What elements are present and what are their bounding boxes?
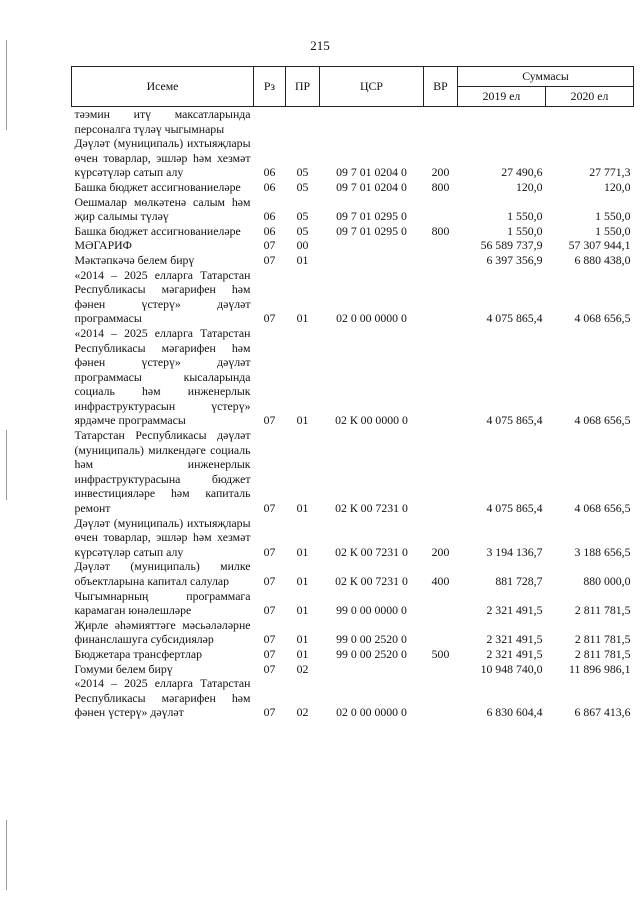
cell-a2020 <box>546 107 634 137</box>
cell-name: Мәктәпкәчә белем бирү <box>74 252 195 267</box>
col-header-vr: ВР <box>424 67 458 107</box>
table-row <box>72 136 634 180</box>
cell-pr: 01 <box>296 632 309 647</box>
cell-name: «2014 – 2025 елларга Татарстан Республикасы мәгарифен һәм фәнен үстерү» дәүләт программасы кысаларында социаль һәм инженерлык инфраструктурасын үстерү» ярдәмче программасы <box>74 325 251 428</box>
table-row <box>72 662 634 677</box>
cell-rz: 07 <box>263 311 276 326</box>
cell-vr <box>424 326 458 428</box>
cell-pr: 05 <box>296 179 309 194</box>
cell-pr: 01 <box>296 311 309 326</box>
cell-vr <box>424 428 458 516</box>
cell-pr: 02 <box>296 661 309 676</box>
cell-a2019: 2 321 491,5 <box>486 646 543 661</box>
cell-vr <box>424 253 458 268</box>
cell-a2020: 4 068 656,5 <box>574 311 631 326</box>
table-body <box>72 107 634 720</box>
table-row <box>72 180 634 195</box>
cell-rz: 07 <box>263 632 276 647</box>
cell-vr: 800 <box>431 179 450 194</box>
col-header-pr: ПР <box>286 67 320 107</box>
cell-name: МӘГАРИФ <box>74 238 132 253</box>
cell-name: тәэмин итү максатларында персоналга түләү чыгымнары <box>74 107 251 136</box>
cell-csr: 09 7 01 0204 0 <box>336 179 407 194</box>
cell-a2019: 27 490,6 <box>501 165 543 180</box>
cell-csr: 02 К 00 7231 0 <box>335 574 408 588</box>
table-row <box>72 238 634 253</box>
cell-a2020: 120,0 <box>603 179 631 194</box>
cell-rz: 07 <box>263 661 276 676</box>
table-row <box>72 647 634 662</box>
cell-csr: 09 7 01 0295 0 <box>336 223 407 238</box>
cell-a2019: 4 075 865,4 <box>486 413 543 428</box>
cell-name: Дәүләт (муниципаль) ихтыяҗлары өчен товарлар, эшләр һәм хезмәт күрсәтүләр сатып алу <box>74 136 251 180</box>
cell-csr: 02 К 00 7231 0 <box>335 544 408 559</box>
cell-a2019: 120,0 <box>515 179 543 194</box>
cell-a2019: 6 830 604,4 <box>486 705 543 720</box>
cell-vr <box>424 107 458 137</box>
cell-rz: 06 <box>263 223 276 238</box>
table-row <box>72 676 634 720</box>
cell-a2020: 6 880 438,0 <box>574 252 631 267</box>
cell-csr: 09 7 01 0204 0 <box>336 165 407 180</box>
col-header-2019: 2019 ел <box>458 87 546 107</box>
table-row <box>72 107 634 137</box>
cell-a2020: 2 811 781,5 <box>574 632 631 647</box>
cell-vr: 500 <box>431 646 450 661</box>
cell-vr: 200 <box>431 544 450 559</box>
margin-mark <box>6 820 7 890</box>
cell-vr <box>424 676 458 720</box>
cell-vr: 400 <box>431 574 450 588</box>
cell-csr <box>320 253 424 268</box>
cell-rz: 07 <box>263 574 276 588</box>
cell-a2019: 10 948 740,0 <box>480 661 543 676</box>
col-header-name: Исеме <box>72 67 254 107</box>
table-row <box>72 618 634 647</box>
cell-rz: 07 <box>263 238 276 253</box>
cell-a2020: 4 068 656,5 <box>574 501 631 516</box>
cell-a2020: 4 068 656,5 <box>574 413 631 428</box>
cell-a2019: 1 550,0 <box>507 223 543 238</box>
cell-a2020: 1 550,0 <box>595 209 631 224</box>
cell-a2019: 3 194 136,7 <box>486 544 543 559</box>
cell-csr <box>320 662 424 677</box>
cell-pr: 05 <box>296 209 309 224</box>
cell-name: Башка бюджет ассигнованиеләре <box>74 223 241 238</box>
cell-vr <box>424 589 458 618</box>
cell-rz: 07 <box>263 603 276 618</box>
cell-name: Чыгымнарның программага карамаган юнәлешләре <box>74 588 251 618</box>
table-row <box>72 428 634 516</box>
cell-vr <box>424 268 458 326</box>
cell-pr: 02 <box>296 705 309 720</box>
col-header-sums: Суммасы <box>458 67 634 87</box>
cell-a2020: 880 000,0 <box>583 574 631 588</box>
cell-pr: 01 <box>296 252 309 267</box>
cell-a2020: 2 811 781,5 <box>574 646 631 661</box>
cell-name: Дәүләт (муниципаль) милке объектларына капитал салулар <box>74 559 251 588</box>
cell-name: Гомуми белем бирү <box>74 661 173 676</box>
cell-pr: 01 <box>296 413 309 428</box>
cell-name: Башка бюджет ассигнованиеләре <box>74 179 241 194</box>
cell-vr <box>424 195 458 224</box>
cell-rz <box>254 107 286 137</box>
cell-a2020: 27 771,3 <box>589 165 631 180</box>
cell-rz: 07 <box>263 252 276 267</box>
cell-name: Җирле әһәмияттәге мәсьәләләрне финанслашуга субсидияләр <box>74 617 251 647</box>
budget-table <box>71 66 634 720</box>
col-header-csr: ЦСР <box>320 67 424 107</box>
cell-name: Дәүләт (муниципаль) ихтыяҗлары өчен товарлар, эшләр һәм хезмәт күрсәтүләр сатып алу <box>74 515 251 559</box>
table-row <box>72 224 634 239</box>
col-header-rz: Рз <box>254 67 286 107</box>
table-row <box>72 253 634 268</box>
table-row <box>72 559 634 588</box>
cell-name: «2014 – 2025 елларга Татарстан Республикасы мәгарифен һәм фәнен үстерү» дәүләт программасы <box>74 267 251 326</box>
cell-pr: 00 <box>296 238 309 253</box>
table-row <box>72 268 634 326</box>
cell-a2020: 11 896 986,1 <box>569 661 631 676</box>
cell-pr: 01 <box>296 544 309 559</box>
cell-a2019: 6 397 356,9 <box>486 252 543 267</box>
cell-rz: 07 <box>263 705 276 720</box>
cell-a2019: 56 589 737,9 <box>480 238 543 253</box>
cell-a2020: 3 188 656,5 <box>574 544 631 559</box>
cell-a2020: 6 867 413,6 <box>574 705 631 720</box>
cell-a2019: 881 728,7 <box>495 574 543 588</box>
margin-mark <box>6 430 7 500</box>
cell-pr: 01 <box>296 646 309 661</box>
cell-name: «2014 – 2025 елларга Татарстан Республикасы мәгарифен һәм фәнен үстерү» дәүләт <box>74 676 251 720</box>
cell-vr <box>424 662 458 677</box>
page-number: 215 <box>310 38 330 53</box>
cell-csr: 02 0 00 0000 0 <box>336 311 407 326</box>
cell-rz: 07 <box>263 413 276 428</box>
table-row <box>72 195 634 224</box>
cell-name: Бюджетара трансфертлар <box>74 646 202 661</box>
cell-a2019: 1 550,0 <box>507 209 543 224</box>
cell-rz: 06 <box>263 179 276 194</box>
cell-rz: 07 <box>263 501 276 516</box>
table-row <box>72 516 634 560</box>
cell-name: Оешмалар мөлкәтенә салым һәм җир салымы түләү <box>74 194 251 224</box>
cell-name: Татарстан Республикасы дәүләт (муниципаль) милкендәге социаль һәм инженерлык инфраструктурасына бюджет инвестицияләре һәм капиталь ремонт <box>74 428 251 516</box>
cell-pr: 01 <box>296 574 309 588</box>
cell-csr: 02 К 00 7231 0 <box>335 501 408 516</box>
cell-csr: 99 0 00 0000 0 <box>336 603 407 618</box>
cell-pr <box>286 107 320 137</box>
table-row <box>72 589 634 618</box>
cell-a2019: 2 321 491,5 <box>486 632 543 647</box>
cell-a2019: 2 321 491,5 <box>486 603 543 618</box>
cell-rz: 06 <box>263 165 276 180</box>
cell-pr: 01 <box>296 603 309 618</box>
cell-a2020: 57 307 944,1 <box>568 238 631 253</box>
cell-rz: 07 <box>263 646 276 661</box>
cell-a2019: 4 075 865,4 <box>486 311 543 326</box>
cell-csr <box>320 238 424 253</box>
cell-pr: 05 <box>296 223 309 238</box>
cell-a2019: 4 075 865,4 <box>486 501 543 516</box>
cell-csr: 99 0 00 2520 0 <box>336 646 407 661</box>
table-header <box>72 67 634 107</box>
cell-vr <box>424 618 458 647</box>
cell-csr: 02 0 00 0000 0 <box>336 705 407 720</box>
cell-pr: 05 <box>296 165 309 180</box>
cell-csr: 99 0 00 2520 0 <box>336 632 407 647</box>
cell-vr <box>424 238 458 253</box>
cell-a2020: 2 811 781,5 <box>574 603 631 618</box>
cell-csr <box>320 107 424 137</box>
cell-a2019 <box>458 107 546 137</box>
cell-rz: 07 <box>263 544 276 559</box>
cell-vr: 800 <box>431 223 450 238</box>
cell-vr: 200 <box>431 165 450 180</box>
cell-a2020: 1 550,0 <box>595 223 631 238</box>
cell-csr: 09 7 01 0295 0 <box>336 209 407 224</box>
col-header-2020: 2020 ел <box>546 87 634 107</box>
cell-rz: 06 <box>263 209 276 224</box>
cell-pr: 01 <box>296 501 309 516</box>
cell-csr: 02 К 00 0000 0 <box>335 413 408 428</box>
table-row <box>72 326 634 428</box>
